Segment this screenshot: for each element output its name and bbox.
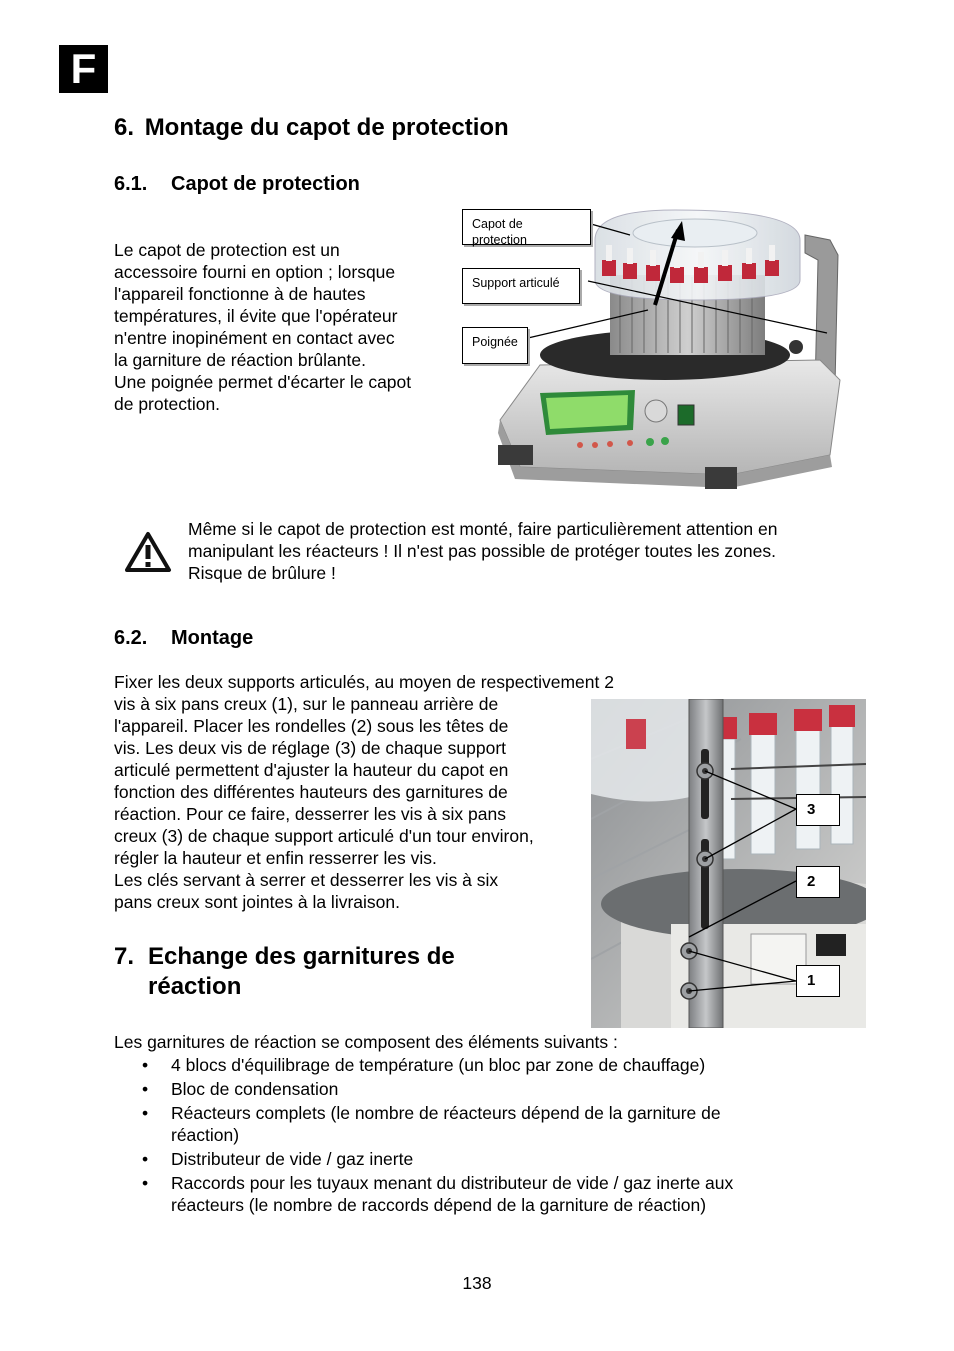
list-item: • Distributeur de vide / gaz inerte (114, 1148, 834, 1170)
list-item: • Réacteurs complets (le nombre de réacteurs dépend de la garniture de réaction) (114, 1102, 834, 1146)
section-6-heading (114, 113, 509, 143)
section-7-title-line1: Echange des garnitures de (148, 943, 455, 970)
section-6-2-number: 6.2. (114, 627, 148, 649)
callout-poignee: Poignée (462, 327, 528, 364)
callout-capot: Capot de protection (462, 209, 591, 245)
section-6-1-title: Capot de protection (171, 173, 360, 195)
section-6-2-heading (114, 626, 254, 650)
section-7-title-line2: réaction (148, 973, 242, 1000)
warning-text: Même si le capot de protection est monté, faire particulièrement attention en manipulant les réacteurs ! Il n'est pas possible de protéger toutes les zones. Risque de brûlure ! (188, 519, 778, 583)
list-item: • 4 blocs d'équilibrage de température (un bloc par zone de chauffage) (114, 1054, 834, 1076)
section-6-1-text: Le capot de protection est un accessoire fourni en option ; lorsque l'appareil fonctionne à de hautes températures, il évite que l'opérateur n'entre inopinément en contact avec la garniture de réaction brûlante. Une poignée permet d'écarter le capot de protection. (114, 240, 412, 414)
section-6-title: Montage du capot de protection (144, 114, 509, 141)
section-6-2-text-first-line: Fixer les deux supports articulés, au moyen de respectivement 2 (114, 672, 614, 692)
section-7-heading (114, 942, 455, 972)
support-bracket-figure (591, 699, 866, 1028)
callout-support: Support articulé (462, 268, 580, 304)
section-6-1-heading (114, 172, 360, 196)
section-6-1-number: 6.1. (114, 173, 148, 195)
figure-label-2: 2 (796, 866, 840, 898)
list-item: • Bloc de condensation (114, 1078, 834, 1100)
device-hood-figure (460, 205, 845, 500)
figure-label-1: 1 (796, 965, 840, 997)
section-7-number: 7. (114, 943, 135, 970)
section-6-number: 6. (114, 114, 135, 141)
warning-triangle-icon (124, 531, 172, 573)
section-6-2-title: Montage (171, 627, 254, 649)
section-7-list (114, 1054, 834, 1218)
section-6-2-text: vis à six pans creux (1), sur le panneau arrière de l'appareil. Placer les rondelles (2) sous les têtes de vis. Les deux vis de réglage (3) de chaque support articulé permettent d'ajuster la hauteur du capot en fonction des différentes hauteurs des garnitures de réaction. Pour ce faire, desserrer les vis à six pans creux (3) de chaque support articulé d'un tour environ, régler la hauteur et enfin resserrer les vis. Les clés servant à serrer et desserrer les vis à six pans creux sont jointes à la livraison. (114, 694, 534, 912)
section-7-intro: Les garnitures de réaction se composent des éléments suivants : (114, 1032, 618, 1052)
page-number: 138 (462, 1273, 492, 1293)
language-marker: F (59, 45, 108, 93)
figure-label-3: 3 (796, 794, 840, 826)
list-item: • Raccords pour les tuyaux menant du distributeur de vide / gaz inerte aux réacteurs (le nombre de raccords dépend de la garniture de réaction) (114, 1172, 834, 1216)
